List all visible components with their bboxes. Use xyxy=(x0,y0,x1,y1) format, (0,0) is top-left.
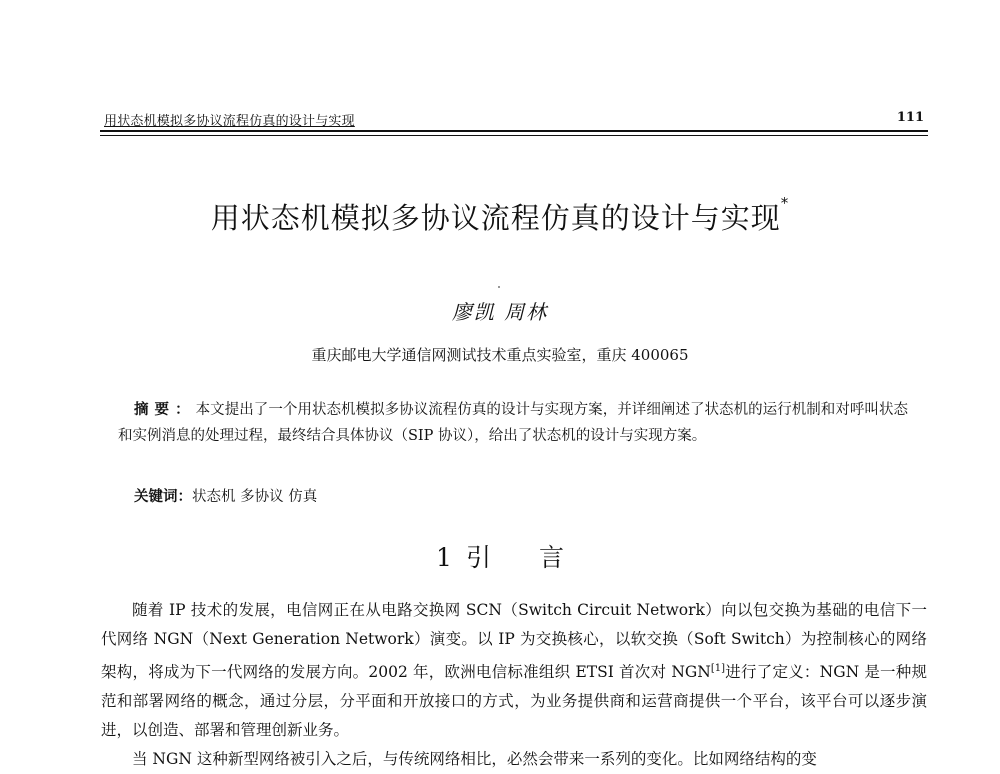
body-text xyxy=(101,596,927,774)
paper-title-text: 用状态机模拟多协议流程仿真的设计与实现 xyxy=(210,201,781,235)
header-rule-thin xyxy=(100,135,928,136)
page-number: 111 xyxy=(896,110,924,125)
scan-speck xyxy=(498,286,500,288)
title-footnote-mark: * xyxy=(780,194,790,212)
abstract xyxy=(118,397,908,449)
running-header xyxy=(100,108,928,130)
section-number: 1 xyxy=(436,543,452,572)
section-title-part2: 言 xyxy=(538,543,564,572)
paragraph-2: 当 NGN 这种新型网络被引入之后，与传统网络相比，必然会带来一系列的变化。比如网络结构的变 xyxy=(132,750,817,769)
keywords-label: 关键词： xyxy=(134,488,192,505)
paragraph-1-part-b: 进行了定义：NGN 是一种规范和部署网络的概念，通过分层，分平面和开放接口的方式，为业务提供商和运营商提供一个平台，该平台可以逐步演进，以创造、部署和管理创新业务。 xyxy=(101,663,928,740)
section-title-part1: 引 xyxy=(465,543,491,572)
keywords-text: 状态机 多协议 仿真 xyxy=(192,489,318,505)
citation-ref: [1] xyxy=(710,663,726,674)
paragraph-1-part-a: 随着 IP 技术的发展，电信网正在从电路交换网 SCN（Switch Circuit Network）向以包交换为基础的电信下一代网络 NGN（Next Generation Network）演变。以 IP 为交换核心，以软交换（Soft Switch）为控制核心的网络架构，将成为下一代网络的发展方向。2002 年，欧洲电信标准组织 ETSI 首次对 NGN xyxy=(101,601,927,682)
running-title: 用状态机模拟多协议流程仿真的设计与实现 xyxy=(104,114,355,129)
paragraph-1 xyxy=(101,596,927,745)
affiliation: 重庆邮电大学通信网测试技术重点实验室，重庆 400065 xyxy=(311,346,689,364)
header-rule-thick xyxy=(100,130,928,132)
section-heading xyxy=(0,538,1000,574)
keywords xyxy=(134,484,904,510)
abstract-text: 本文提出了一个用状态机模拟多协议流程仿真的设计与实现方案，并详细阐述了状态机的运行机制和对呼叫状态和实例消息的处理过程，最终结合具体协议（SIP 协议），给出了状态机的设计与实现方案。 xyxy=(118,402,909,444)
authors: 廖凯 周林 xyxy=(451,300,549,324)
paper-title xyxy=(0,196,1000,237)
abstract-label: 摘要： xyxy=(134,401,196,418)
